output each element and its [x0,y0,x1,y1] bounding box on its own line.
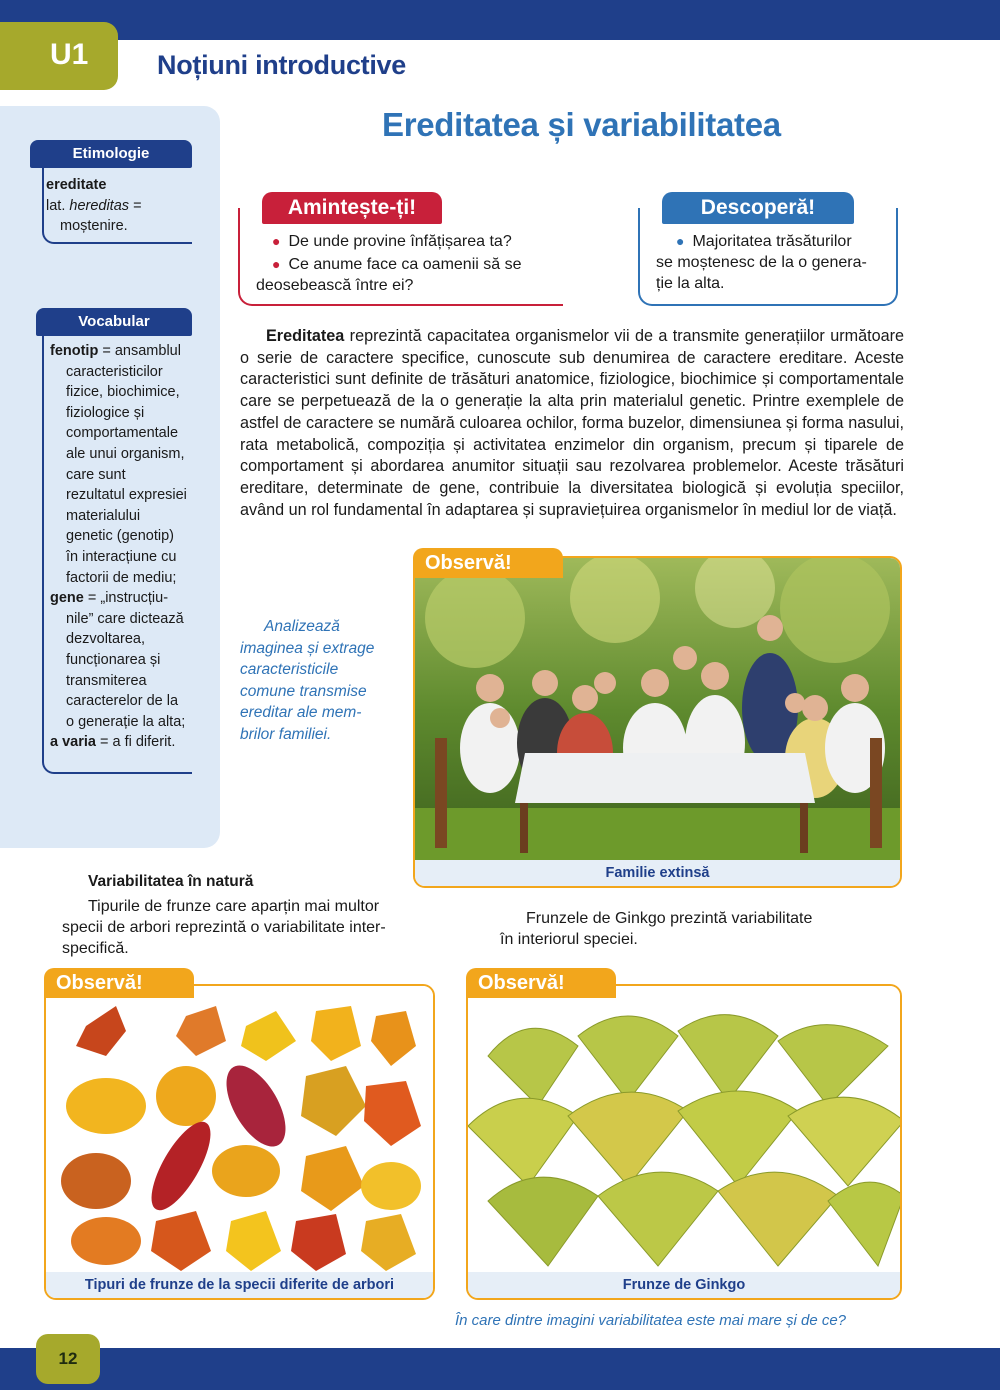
remember-item-1-text: De unde provine înfățișarea ta? [288,233,512,250]
observe-tag-leaves: Observă! [44,968,194,998]
leaves-caption: Tipuri de frunze de la specii diferite de arbori [46,1272,433,1298]
family-note-line: comune transmise [240,682,367,700]
vocab-line: caracterelor de la [66,693,179,710]
family-note-line: brilor familiei. [240,725,332,743]
nature-text-line-2: specii de arbori reprezintă o variabilitate inter- [62,919,386,936]
vocab-line: materialului [66,507,141,524]
remember-item-2-text: Ce anume face ca oamenii să se [288,256,522,273]
remember-item-2-cont: deosebească între ei? [256,277,414,294]
vocab-line: factorii de mediu; [66,569,177,586]
observe-tag-family: Observă! [413,548,563,578]
vocab-line: rezultatul expresiei [66,487,187,504]
bullet-icon: ● [676,233,685,249]
etymology-equals: = [133,197,142,214]
discover-line-2: se moștenesc de la o genera- [656,254,867,271]
vocab-line: transmiterea [66,672,147,689]
vocab-term: a varia [50,734,100,751]
family-note-line: Analizează [264,618,340,635]
page-title: Ereditatea și variabilitatea [382,106,781,143]
top-bar [0,0,1000,40]
footer-bar [0,1348,1000,1390]
vocab-term: gene [50,590,88,607]
vocab-line: funcționarea și [66,651,161,668]
discover-tag: Descoperă! [662,192,854,224]
remember-item-1 [272,231,512,252]
nature-text-line-3: specifică. [62,940,129,957]
leaves-photo [46,986,435,1276]
discover-line-1-text: Majoritatea trăsăturilor [692,233,852,250]
family-note-line: ereditar ale mem- [240,704,362,721]
ginkgo-photo-frame [466,984,902,1300]
leaves-photo-frame [44,984,435,1300]
vocab-line: dezvoltarea, [66,631,145,648]
remember-item-2 [272,254,521,275]
nature-text-line-1: Tipurile de frunze care aparțin mai multor [88,898,380,915]
remember-tag: Amintește-ți! [262,192,442,224]
vocab-line: caracteristicilor [66,363,163,380]
vocabulary-text [50,341,200,753]
family-photo-frame [413,556,902,888]
etymology-word: ereditate [46,177,107,193]
unit-tab [0,22,118,90]
family-caption: Familie extinsă [415,860,900,886]
main-paragraph [240,326,904,521]
family-note-line: imaginea și extrage [240,639,375,657]
ginkgo-caption: Frunze de Ginkgo [468,1272,900,1298]
vocab-line: fenotip = ansamblul [50,343,181,359]
etymology-latin: hereditas [69,197,130,214]
etymology-meaning: moștenire. [60,218,128,235]
vocab-line: o generație la alta; [66,713,186,730]
ginkgo-photo [468,986,902,1276]
discover-line-1 [676,231,852,252]
vocab-line: fizice, biochimice, [66,384,180,401]
final-question: În care dintre imagini variabilitatea este mai mare și de ce? [455,1312,847,1329]
vocab-line: în interacțiune cu [66,548,177,565]
main-paragraph-text: reprezintă capacitatea organismelor vii de a transmite generațiilor următoare o serie de caractere specifice, cunoscute sub denumirea de caractere ereditare. Aceste caracteristici sunt definite de trăsături anatomice, fiziologice, biochimice și comportamentale care se perpetuează de la o generație la alta prin materialul genetic. Printre exemplele de astfel de caractere se numără culoarea ochilor, forma buzelor, dimensiunea și forma nasului, rata metabolică, compoziția și activitatea enzimelor din organism, precum și tiparele de comportament și abordarea anumitor situații sau rezolvarea problemelor. Aceste trăsături ereditare, determinate de gene, contribuie la diversitatea biologică și evoluția speciilor, având un rol fundamental în adaptarea și supraviețuirea organismelor în mediul lor de viață. [240,327,904,519]
page-number: 12 [36,1334,100,1384]
vocab-line: nile” care dictează [66,610,184,627]
bullet-icon: ● [272,233,281,249]
vocab-line: comportamentale [66,425,179,442]
family-photo [415,558,902,864]
observe-tag-ginkgo: Observă! [466,968,616,998]
ginkgo-text-line-2: în interiorul speciei. [500,931,638,948]
bullet-icon: ● [272,256,281,272]
vocabulary-tag: Vocabular [36,308,192,336]
vocab-line: ale unui organism, [66,445,185,462]
nature-heading: Variabilitatea în natură [88,873,254,890]
heredity-term: Ereditatea [266,327,345,345]
etymology-tag: Etimologie [30,140,192,168]
vocab-term: fenotip [50,343,103,359]
vocab-line: genetic (genotip) [66,528,175,545]
etymology-lang: lat. [46,197,66,214]
ginkgo-text-line-1: Frunzele de Ginkgo prezintă variabilitate [526,910,813,927]
vocab-line: care sunt [66,466,126,483]
chapter-title: Noțiuni introductive [157,50,406,80]
nature-text [62,896,442,959]
ginkgo-text [500,908,880,950]
etymology-text [46,175,186,237]
unit-label: U1 [50,38,89,71]
vocab-line: fiziologice și [66,404,145,421]
vocab-line: gene = „instrucțiu- [50,590,169,607]
family-note-line: caracteristicile [240,661,339,678]
family-note [240,616,410,745]
discover-line-3: ție la alta. [656,275,725,292]
vocab-line: a varia = a fi diferit. [50,734,176,751]
